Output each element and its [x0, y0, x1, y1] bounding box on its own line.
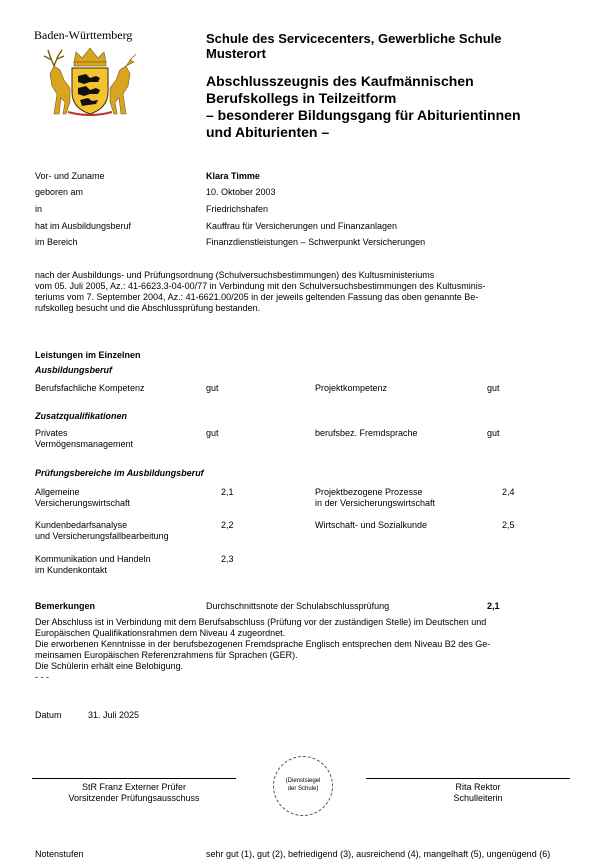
remarks-line: Der Abschluss ist in Verbindung mit dem Berufsabschluss (Prüfung vor der zuständigen Stelle) im Deutschen und [35, 617, 487, 627]
subject-grade: gut [206, 383, 219, 393]
grade-scale: sehr gut (1), gut (2), befriedigend (3), ausreichend (4), mangelhaft (5), ungenügend (6) [206, 849, 551, 859]
area-label: im Bereich [35, 237, 78, 247]
subject-label-line: Kundenbedarfsanalyse [35, 520, 128, 530]
subject-grade: gut [487, 383, 500, 393]
subject-label-line: Allgemeine [35, 487, 80, 497]
subject-grade: 2,2 [221, 520, 234, 530]
remarks-label: Bemerkungen [35, 601, 96, 611]
birthdate-label: geboren am [35, 187, 84, 197]
right-signature-line [366, 778, 570, 779]
section-pruefungsbereiche-title: Prüfungsbereiche im Ausbildungsberuf [35, 468, 204, 478]
coat-of-arms-icon [40, 44, 140, 116]
subject-grade: 2,4 [502, 487, 515, 497]
subject-grade: 2,3 [221, 554, 234, 564]
intro-line: rufskolleg besucht und die Abschlussprüfung bestanden. [35, 303, 261, 313]
subject-grade: gut [206, 428, 219, 438]
subject-label [35, 428, 133, 450]
school-name-line1: Schule des Servicecenters, Gewerbliche Schule [206, 31, 502, 46]
date-label: Datum [35, 710, 62, 720]
left-signatory-role: Vorsitzender Prüfungsausschuss [68, 793, 200, 803]
subject-label-line: und Versicherungsfallbearbeitung [35, 531, 169, 541]
seal-text-line1: (Dienstsiegel [285, 778, 321, 784]
left-signature-line [32, 778, 236, 779]
subject-label [35, 554, 151, 576]
remarks-line: Die erworbenen Kenntnisse in der berufsbezogenen Fremdsprache Englisch entsprechen dem Niveau B2 des Ge- [35, 639, 491, 649]
subject-label-line: Privates [35, 428, 68, 438]
seal-text-line2: der Schule) [287, 786, 319, 792]
area: Finanzdienstleistungen – Schwerpunkt Versicherungen [206, 237, 426, 247]
official-seal [273, 756, 333, 816]
occupation-label: hat im Ausbildungsberuf [35, 221, 132, 231]
remarks-line: Europäischen Qualifikationsrahmen dem Niveau 4 zugeordnet. [35, 628, 286, 638]
remarks-line: - - - [35, 672, 49, 682]
title-line1: Abschlusszeugnis des Kaufmännischen [206, 73, 474, 89]
title-line3: – besonderer Bildungsgang für Abiturientinnen [206, 107, 521, 123]
date-value: 31. Juli 2025 [88, 710, 140, 720]
section-zusatzqualifikationen-title: Zusatzqualifikationen [35, 411, 128, 421]
subject-label-line: Versicherungswirtschaft [35, 498, 131, 508]
right-signatory [366, 782, 590, 804]
school-name-line2: Musterort [206, 46, 266, 61]
title-line4: und Abiturienten – [206, 124, 330, 140]
subject-label-line: im Kundenkontakt [35, 565, 108, 575]
grades-heading: Leistungen im Einzelnen [35, 350, 141, 360]
left-signatory-name: StR Franz Externer Prüfer [81, 782, 187, 792]
remarks-line: Die Schülerin erhält eine Belobigung. [35, 661, 184, 671]
name-label: Vor- und Zuname [35, 171, 105, 181]
right-signatory-name: Rita Rektor [455, 782, 501, 792]
document-title [206, 73, 596, 141]
intro-line: teriums vom 7. September 2004, Az.: 41-6621.00/205 in der jeweils geltenden Fassung das oben genannte Be- [35, 292, 479, 302]
section-ausbildungsberuf-title: Ausbildungsberuf [35, 365, 112, 375]
intro-line: vom 05. Juli 2005, Az.: 41-6623.3-04-00/77 in Verbindung mit den Schulversuchsbestimmungen des Kultusminis- [35, 281, 486, 291]
average-grade-value: 2,1 [487, 601, 500, 611]
subject-label: Projektkompetenz [315, 383, 388, 393]
subject-label-line: Vermögensmanagement [35, 439, 134, 449]
subject-label: berufsbez. Fremdsprache [315, 428, 418, 438]
subject-grade: 2,5 [502, 520, 515, 530]
student-name: Klara Timme [206, 171, 260, 181]
average-grade-label: Durchschnittsnote der Schulabschlussprüfung [206, 601, 390, 611]
grade-scale-label: Notenstufen [35, 849, 84, 859]
occupation: Kauffrau für Versicherungen und Finanzanlagen [206, 221, 397, 231]
left-signatory [32, 782, 236, 804]
subject-label [35, 520, 169, 542]
subject-label: Wirtschaft- und Sozialkunde [315, 520, 428, 530]
title-line2: Berufskollegs in Teilzeitform [206, 90, 397, 106]
birthplace: Friedrichshafen [206, 204, 269, 214]
subject-label-line: Projektbezogene Prozesse [315, 487, 423, 497]
remarks-line: meinsamen Europäischen Referenzrahmens für Sprachen (GER). [35, 650, 298, 660]
right-signatory-role: Schulleiterin [453, 793, 503, 803]
subject-label: Berufsfachliche Kompetenz [35, 383, 145, 393]
school-name [206, 31, 586, 61]
birthdate: 10. Oktober 2003 [206, 187, 276, 197]
subject-label-line: in der Versicherungswirtschaft [315, 498, 436, 508]
subject-grade: 2,1 [221, 487, 234, 497]
remarks-text [35, 617, 570, 683]
subject-grade: gut [487, 428, 500, 438]
subject-label [35, 487, 130, 509]
intro-line: nach der Ausbildungs- und Prüfungsordnung (Schulversuchsbestimmungen) des Kultusministeriums [35, 270, 435, 280]
subject-label [315, 487, 435, 509]
state-name: Baden-Württemberg [34, 28, 133, 42]
birthplace-label: in [35, 204, 43, 214]
subject-label-line: Kommunikation und Handeln [35, 554, 151, 564]
intro-paragraph [35, 270, 570, 314]
